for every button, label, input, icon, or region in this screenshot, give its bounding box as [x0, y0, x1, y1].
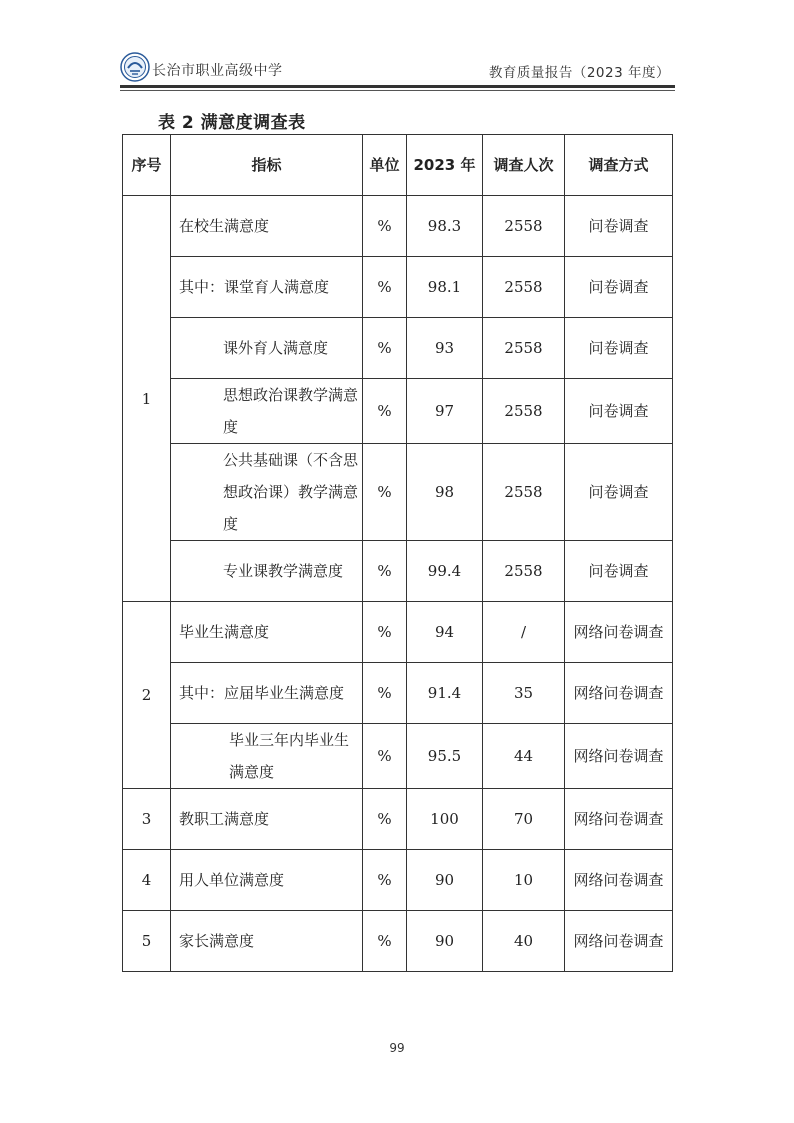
unit-cell: % [363, 541, 407, 602]
method-cell: 网络问卷调查 [565, 850, 673, 911]
count-cell: 44 [483, 724, 565, 789]
unit-cell: % [363, 663, 407, 724]
count-cell: 10 [483, 850, 565, 911]
header-count: 调查人次 [483, 135, 565, 196]
count-cell: 2558 [483, 444, 565, 541]
report-title: 教育质量报告（2023 年度） [488, 65, 670, 81]
method-cell: 问卷调查 [565, 379, 673, 444]
method-cell: 网络问卷调查 [565, 724, 673, 789]
header-unit: 单位 [363, 135, 407, 196]
page-header [120, 52, 672, 86]
table-row [123, 789, 673, 850]
count-cell: 35 [483, 663, 565, 724]
seq-cell: 1 [123, 196, 171, 602]
page-number: 99 [389, 1041, 405, 1055]
school-name: 长治市职业高级中学 [152, 63, 283, 79]
method-cell: 网络问卷调查 [565, 602, 673, 663]
value-cell: 98.1 [407, 257, 483, 318]
indicator-cell: 家长满意度 [171, 911, 363, 972]
table-row [123, 379, 673, 444]
unit-cell: % [363, 911, 407, 972]
seq-cell: 3 [123, 789, 171, 850]
table-row [123, 318, 673, 379]
table-row [123, 541, 673, 602]
table-caption: 表 2 满意度调查表 [158, 113, 306, 133]
indicator-cell: 毕业生满意度 [171, 602, 363, 663]
unit-cell: % [363, 257, 407, 318]
table-row [123, 724, 673, 789]
header-seq: 序号 [123, 135, 171, 196]
indicator-cell: 公共基础课（不含思想政治课）教学满意度 [171, 444, 363, 541]
indicator-cell: 其中：应届毕业生满意度 [171, 663, 363, 724]
count-cell: 2558 [483, 318, 565, 379]
table-row [123, 444, 673, 541]
table-row [123, 602, 673, 663]
indicator-cell: 思想政治课教学满意度 [171, 379, 363, 444]
value-cell: 100 [407, 789, 483, 850]
method-cell: 问卷调查 [565, 541, 673, 602]
count-cell: 2558 [483, 257, 565, 318]
unit-cell: % [363, 318, 407, 379]
table-row [123, 196, 673, 257]
satisfaction-table [122, 134, 673, 972]
indicator-cell: 课外育人满意度 [171, 318, 363, 379]
unit-cell: % [363, 444, 407, 541]
header-divider-thin [120, 90, 675, 91]
count-cell: 2558 [483, 196, 565, 257]
table-row [123, 257, 673, 318]
school-logo-icon [120, 52, 150, 82]
seq-cell: 2 [123, 602, 171, 789]
indicator-cell: 毕业三年内毕业生满意度 [171, 724, 363, 789]
count-cell: 40 [483, 911, 565, 972]
method-cell: 问卷调查 [565, 318, 673, 379]
method-cell: 问卷调查 [565, 444, 673, 541]
method-cell: 网络问卷调查 [565, 663, 673, 724]
count-cell: 2558 [483, 379, 565, 444]
unit-cell: % [363, 789, 407, 850]
table-row [123, 663, 673, 724]
count-cell: 2558 [483, 541, 565, 602]
indicator-cell: 专业课教学满意度 [171, 541, 363, 602]
seq-cell: 5 [123, 911, 171, 972]
indicator-cell: 在校生满意度 [171, 196, 363, 257]
value-cell: 98.3 [407, 196, 483, 257]
value-cell: 99.4 [407, 541, 483, 602]
unit-cell: % [363, 602, 407, 663]
unit-cell: % [363, 850, 407, 911]
unit-cell: % [363, 379, 407, 444]
count-cell: / [483, 602, 565, 663]
header-year: 2023 年 [407, 135, 483, 196]
value-cell: 93 [407, 318, 483, 379]
value-cell: 97 [407, 379, 483, 444]
header-method: 调查方式 [565, 135, 673, 196]
value-cell: 90 [407, 850, 483, 911]
header-indicator: 指标 [171, 135, 363, 196]
table-row [123, 850, 673, 911]
value-cell: 94 [407, 602, 483, 663]
value-cell: 90 [407, 911, 483, 972]
method-cell: 问卷调查 [565, 196, 673, 257]
unit-cell: % [363, 196, 407, 257]
unit-cell: % [363, 724, 407, 789]
header-divider-thick [120, 85, 675, 88]
table-row [123, 911, 673, 972]
value-cell: 91.4 [407, 663, 483, 724]
count-cell: 70 [483, 789, 565, 850]
method-cell: 网络问卷调查 [565, 911, 673, 972]
seq-cell: 4 [123, 850, 171, 911]
value-cell: 95.5 [407, 724, 483, 789]
method-cell: 问卷调查 [565, 257, 673, 318]
method-cell: 网络问卷调查 [565, 789, 673, 850]
indicator-cell: 其中：课堂育人满意度 [171, 257, 363, 318]
indicator-cell: 教职工满意度 [171, 789, 363, 850]
indicator-cell: 用人单位满意度 [171, 850, 363, 911]
table-header-row [123, 135, 673, 196]
value-cell: 98 [407, 444, 483, 541]
